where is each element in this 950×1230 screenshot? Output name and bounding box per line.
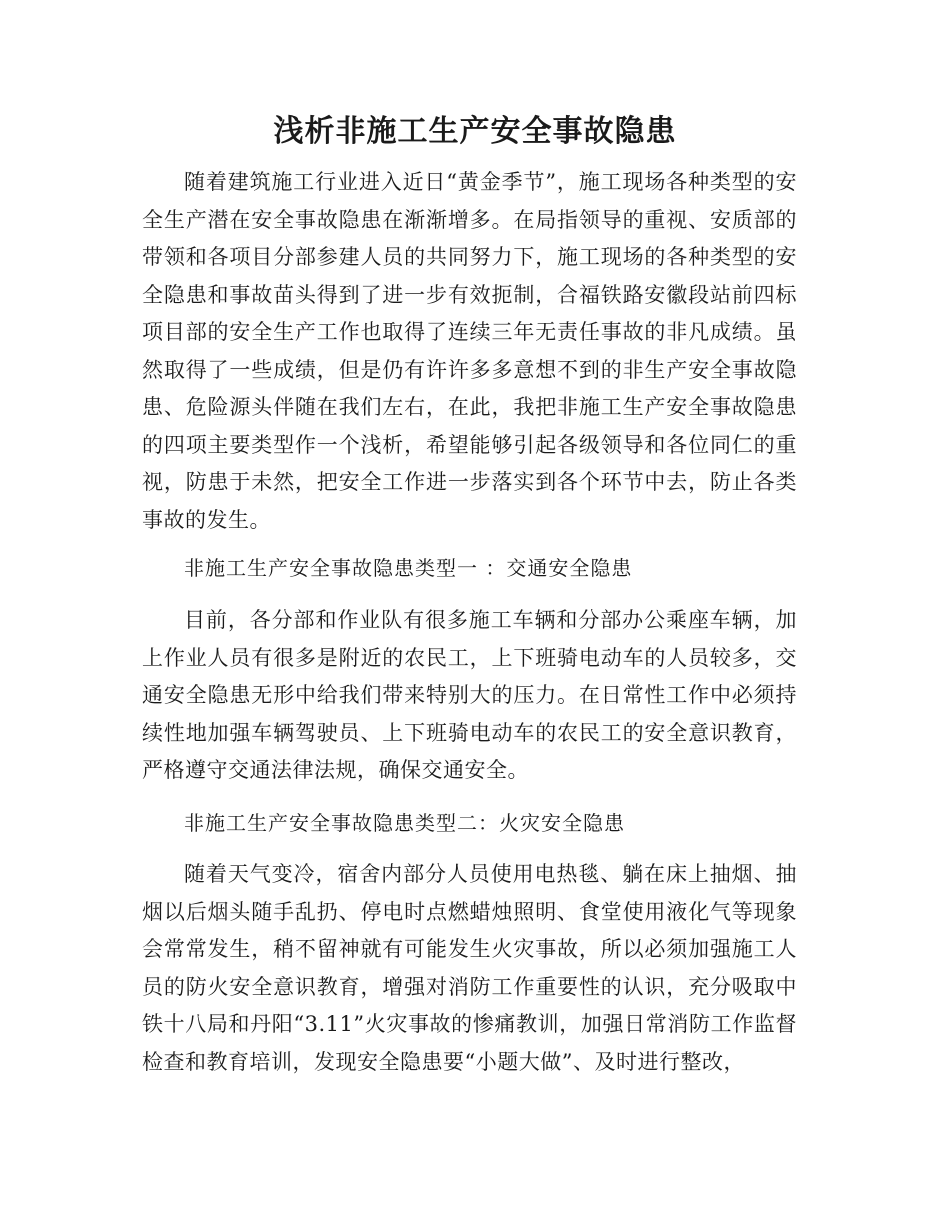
- section-heading-traffic: 非施工生产安全事故隐患类型一 ：交通安全隐患: [184, 556, 633, 580]
- paragraph-intro: 随着建筑施工行业进入近日“黄金季节”，施工现场各种类型的安全生产潜在安全事故隐患在渐渐增多。在局指领导的重视、安质部的带领和各项目分部参建人员的共同努力下，施工现场的各种类型的安全隐患和事故苗头得到了进一步有效扼制，合福铁路安徽段站前四标项目部的安全生产工作也取得了连续三年无责任事故的非凡成绩。虽然取得了一些成绩，但是仍有许许多多意想不到的非生产安全事故隐患、危险源头伴随在我们左右，在此，我把非施工生产安全事故隐患的四项主要类型作一个浅析，希望能够引起各级领导和各位同仁的重视，防患于未然，把安全工作进一步落实到各个环节中去，防止各类事故的发生。: [142, 170, 797, 532]
- section-heading-fire: 非施工生产安全事故隐患类型二：火灾安全隐患: [184, 811, 625, 835]
- document-title: 浅析非施工生产安全事故隐患: [273, 114, 677, 149]
- paragraph-traffic: 目前，各分部和作业队有很多施工车辆和分部办公乘座车辆，加上作业人员有很多是附近的农民工，上下班骑电动车的人员较多，交通安全隐患无形中给我们带来特别大的压力。在日常性工作中必须持续性地加强车辆驾驶员、上下班骑电动车的农民工的安全意识教育，严格遵守交通法律法规，确保交通安全。: [142, 608, 797, 782]
- paragraph-fire: 随着天气变冷，宿舍内部分人员使用电热毯、躺在床上抽烟、抽烟以后烟头随手乱扔、停电时点燃蜡烛照明、食堂使用液化气等现象会常常发生，稍不留神就有可能发生火灾事故，所以必须加强施工人员的防火安全意识教育，增强对消防工作重要性的认识，充分吸取中铁十八局和丹阳“3.11”火灾事故的惨痛教训，加强日常消防工作监督检查和教育培训，发现安全隐患要“小题大做”、及时进行整改，: [142, 862, 797, 1074]
